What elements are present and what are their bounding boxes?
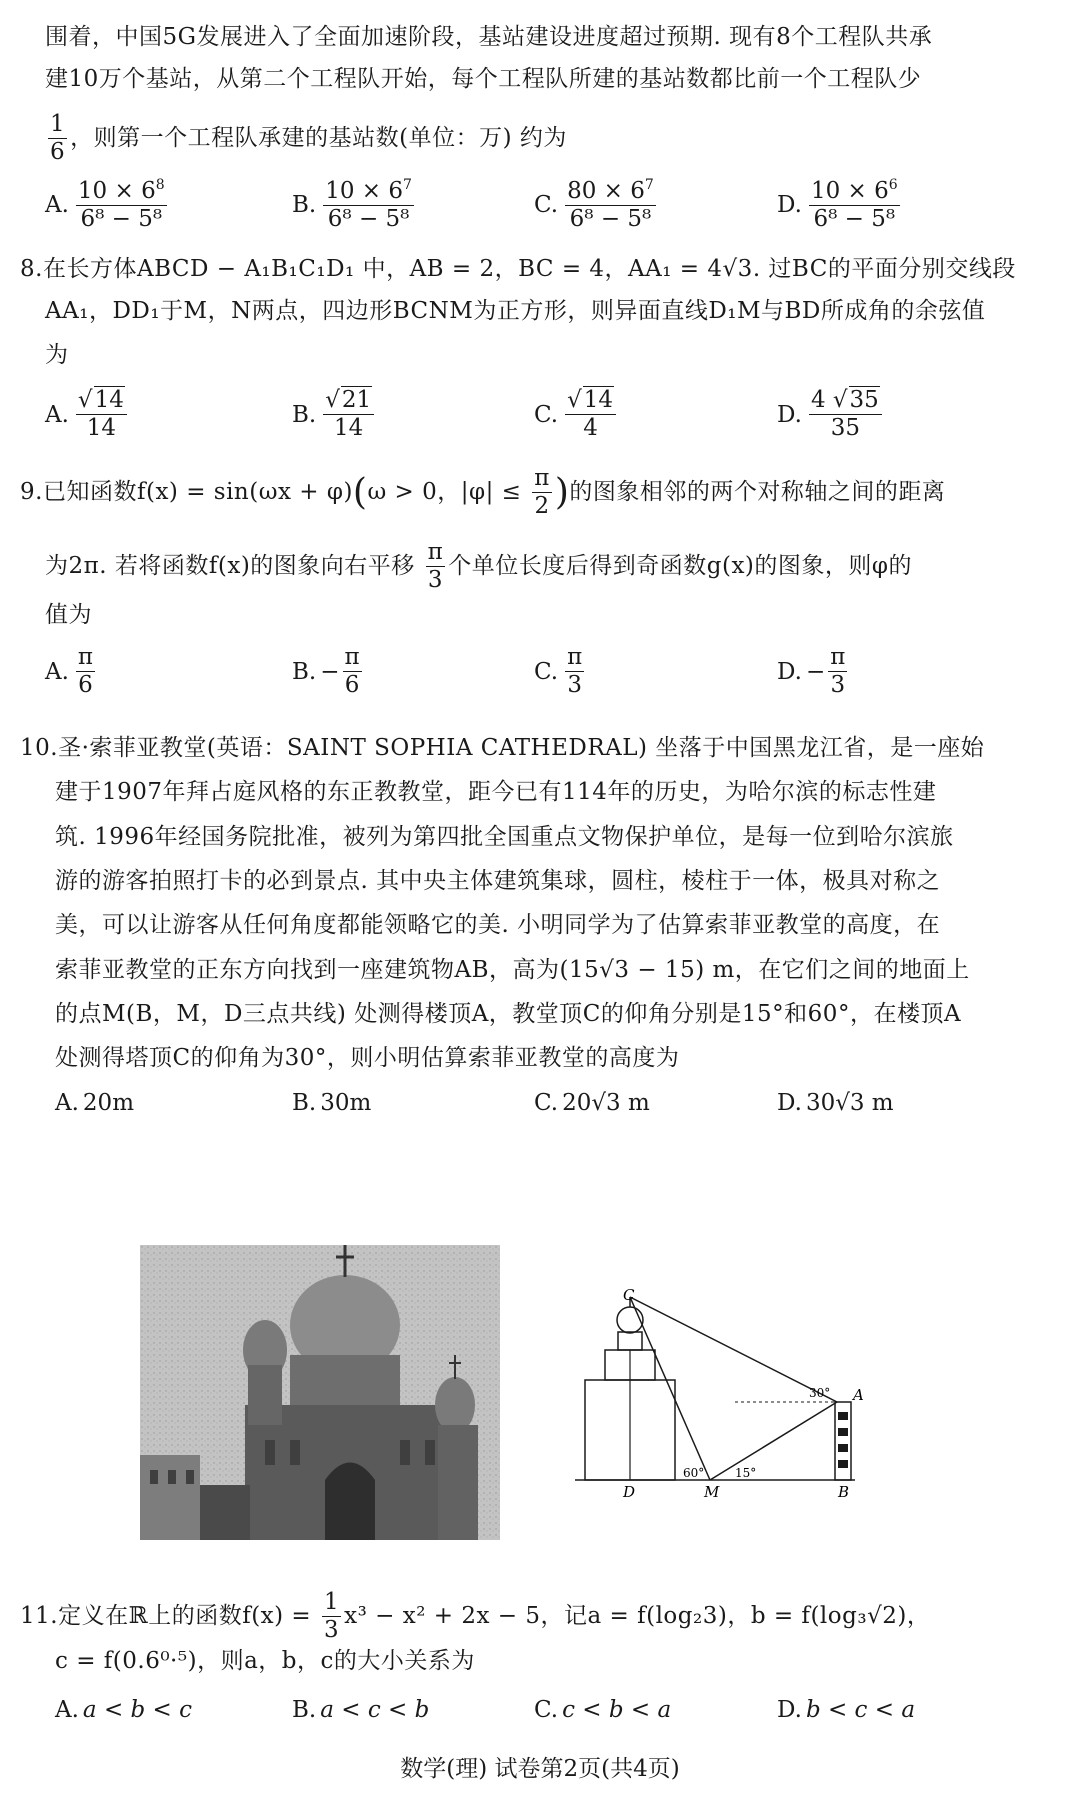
q8-option-d[interactable]: D. $\frac{4 √35}{35}$ — [777, 388, 885, 442]
q10-line4: 游的游客拍照打卡的必到景点. 其中央主体建筑集球，圆柱，棱柱于一体，极具对称之 — [55, 868, 941, 894]
q7-line1: 围着，中国5G发展进入了全面加速阶段，基站建设进度超过预期. 现有8个工程队共承 — [45, 24, 933, 50]
q9-line1: 9.已知函数f(x) = sin(ωx + φ)(ω > 0，|φ| ≤ $\frac{\pi}{2}$ )的图象相邻的两个对称轴之间的距离 — [20, 465, 946, 520]
segment-cm — [630, 1297, 710, 1480]
q10-option-b[interactable]: B. 30m — [292, 1090, 372, 1116]
label-a: A — [853, 1386, 864, 1404]
angle-15: 15° — [735, 1466, 757, 1480]
q11-line2: c = f(0.6⁰·⁵)，则a，b，c的大小关系为 — [55, 1648, 475, 1674]
arched-entrance — [325, 1463, 375, 1541]
q11-option-c[interactable]: C. c < b < a — [534, 1697, 672, 1723]
q8-line2: AA₁，DD₁于M，N两点，四边形BCNM为正方形，则异面直线D₁M与BD所成角的余弦值 — [45, 298, 986, 324]
q9-line2: 为2π. 若将函数f(x)的图象向右平移 $\frac{\pi}{3}$ 个单位长度后得到奇函数g(x)的图象，则φ的 — [45, 539, 912, 594]
q10-line2: 建于1907年拜占庭风格的东正教教堂，距今已有114年的历史，为哈尔滨的标志性建 — [55, 779, 937, 805]
label-c: C — [623, 1286, 635, 1304]
q7-option-b[interactable]: B. $\frac{10 \times 6^7}{\text{6⁸ − 5⁸}}$ — [292, 177, 412, 233]
q7-option-c[interactable]: C. $\frac{80 \times 6^7}{\text{6⁸ − 5⁸}}$ — [534, 177, 654, 233]
q9-option-b[interactable]: B. − $\frac{\pi}{6}$ — [292, 644, 360, 699]
q7-option-a[interactable]: A. $\frac{10 \times 6^8}{\text{6⁸ − 5⁸}}$ — [45, 177, 165, 233]
q9-option-c[interactable]: C. $\frac{\pi}{3}$ — [534, 644, 583, 699]
q11-option-d[interactable]: D. b < c < a — [777, 1697, 916, 1723]
label-d: D — [623, 1483, 636, 1501]
q7-line3: $\frac{1}{6}$ ，则第一个工程队承建的基站数(单位：万) 约为 — [50, 111, 567, 166]
q8-option-c[interactable]: C. $\frac{√14}{4}$ — [534, 388, 619, 442]
q8-option-a[interactable]: A. $\frac{√14}{14}$ — [45, 388, 130, 442]
label-m: M — [704, 1483, 720, 1501]
q10-option-a[interactable]: A. 20m — [55, 1090, 134, 1116]
q9-option-a[interactable]: A. $\frac{\pi}{6}$ — [45, 644, 94, 699]
left-building — [140, 1455, 200, 1540]
segment-ma — [710, 1402, 837, 1480]
q10-line7: 的点M(B，M，D三点共线) 处测得楼顶A，教堂顶C的仰角分别是15°和60°，在楼顶A — [55, 1001, 962, 1027]
segment-ca — [630, 1297, 837, 1402]
q7-line2: 建10万个基站，从第二个工程队开始，每个工程队所建的基站数都比前一个工程队少 — [45, 66, 922, 92]
q10-line5: 美，可以让游客从任何角度都能领略它的美. 小明同学为了估算索菲亚教堂的高度，在 — [55, 912, 941, 938]
q8-line1: 8.在长方体ABCD − A₁B₁C₁D₁ 中，AB = 2，BC = 4，AA₁ = 4√3. 过BC的平面分别交线段 — [20, 256, 1016, 282]
church-top — [618, 1332, 642, 1350]
q10-line1: 10.圣·索菲亚教堂(英语：SAINT SOPHIA CATHEDRAL) 坐落于中国黑龙江省，是一座始 — [20, 735, 985, 761]
q7-option-d[interactable]: D. $\frac{10 \times 6^6}{\text{6⁸ − 5⁸}}$ — [777, 177, 898, 233]
q11-option-b[interactable]: B. a < c < b — [292, 1697, 430, 1723]
q11-line1: 11.定义在ℝ上的函数f(x) = $\frac{1}{3}$ x³ − x² + 2x − 5，记a = f(log₂3)，b = f(log₃√2)， — [20, 1589, 931, 1644]
geometry-diagram — [585, 1286, 915, 1501]
q10-line6: 索菲亚教堂的正东方向找到一座建筑物AB，高为(15√3 − 15) m，在它们之间的地面上 — [55, 957, 970, 983]
page-footer: 数学(理) 试卷第2页(共4页) — [400, 1756, 680, 1782]
q7-fraction: $\frac{1}{6}$ — [50, 111, 66, 166]
right-dome — [435, 1377, 475, 1433]
angle-30: 30° — [809, 1386, 831, 1400]
angle-60: 60° — [683, 1466, 705, 1480]
q10-option-c[interactable]: C. 20√3 m — [534, 1090, 650, 1116]
trees — [200, 1485, 250, 1540]
q8-line3: 为 — [45, 342, 69, 368]
q10-line3: 筑. 1996年经国务院批准，被列为第四批全国重点文物保护单位，是每一位到哈尔滨旅 — [55, 824, 954, 850]
q9-option-d[interactable]: D. − $\frac{\pi}{3}$ — [777, 644, 846, 699]
cathedral-photo — [140, 1245, 500, 1540]
q9-line3: 值为 — [45, 602, 92, 628]
church-dome — [617, 1307, 643, 1333]
label-b: B — [838, 1483, 850, 1501]
q11-option-a[interactable]: A. a < b < c — [55, 1697, 193, 1723]
q10-line8: 处测得塔顶C的仰角为30°，则小明估算索菲亚教堂的高度为 — [55, 1045, 680, 1071]
q10-option-d[interactable]: D. 30√3 m — [777, 1090, 894, 1116]
q8-option-b[interactable]: B. $\frac{√21}{14}$ — [292, 388, 377, 442]
